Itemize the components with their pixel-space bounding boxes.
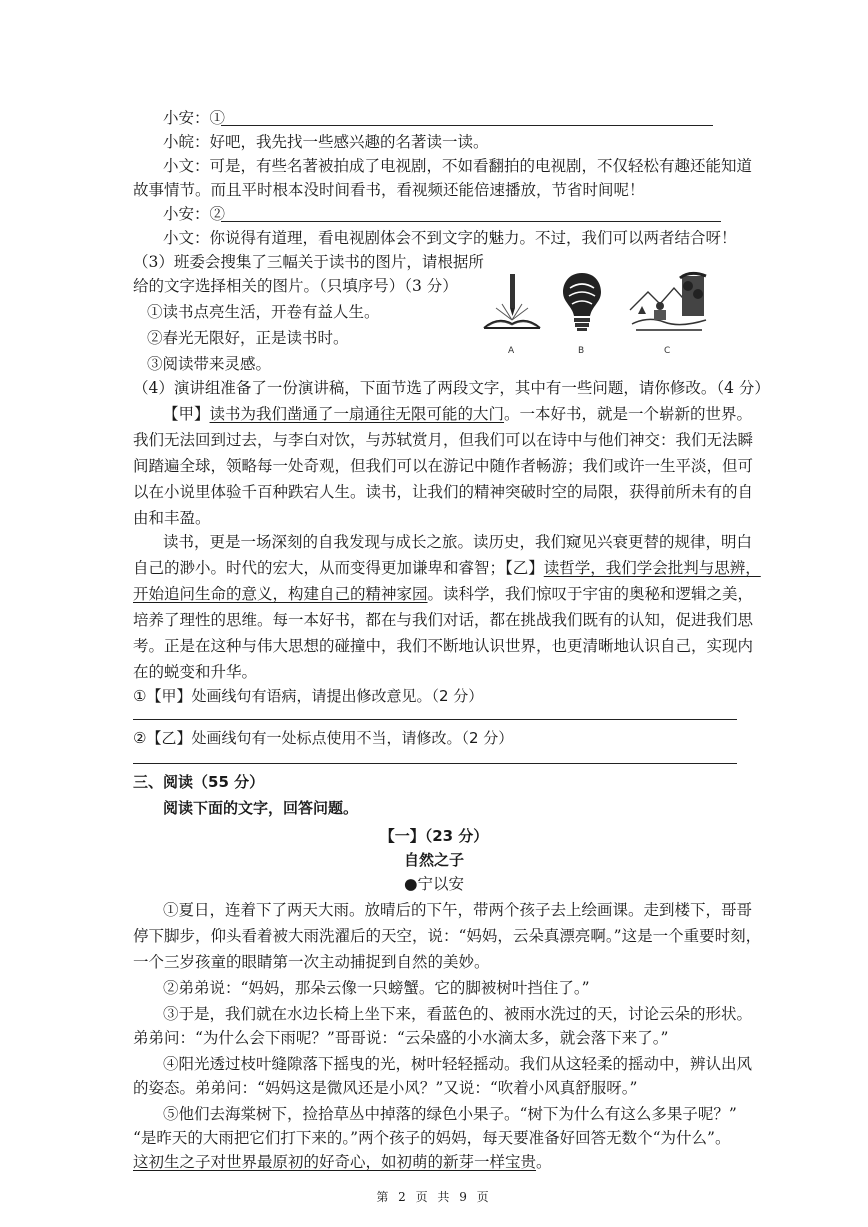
q4-para-yi-line-5: 考。正是在这种与伟大思想的碰撞中，我们不断地认识世界，也更清晰地认识自己，实现内 xyxy=(133,637,754,655)
passage-part-heading: 【一】（23 分） xyxy=(379,827,489,845)
q3-option-2: ②春光无限好，正是读书时。 xyxy=(147,329,349,347)
q3-line-1: （3）班委会搜集了三幅关于读书的图片，请根据所 xyxy=(133,253,484,271)
q4-sub-question-2: ②【乙】处画线句有一处标点使用不当，请修改。（2 分） xyxy=(133,729,514,747)
section-3-heading: 三、阅读（55 分） xyxy=(133,773,265,791)
picture-c-label: C xyxy=(664,346,671,356)
answer-blank-1[interactable] xyxy=(221,125,713,126)
story-p5-line-3: 这初生之子对世界最原初的好奇心，如初萌的新芽一样宝贵。 xyxy=(133,1153,552,1171)
yi-underlined-sentence-1: 读哲学，我们学会批判与思辨， xyxy=(543,559,761,577)
story-p1-line-2: 停下脚步，仰头看着被大雨洗濯后的天空，说：“妈妈，云朵真漂亮啊。”这是一个重要时刻， xyxy=(133,927,762,945)
picture-c-spring-reading xyxy=(628,270,708,334)
dialogue-line-xiaowen-1a: 小文：可是，有些名著被拍成了电视剧，不如看翻拍的电视剧，不仅轻松有趣还能知道 xyxy=(163,157,753,175)
story-p3-line-2: 弟弟问：“为什么会下雨呢？”哥哥说：“云朵盛的小水滴太多，就会落下来了。” xyxy=(133,1029,669,1047)
story-p3-line-1: ③于是，我们就在水边长椅上坐下来，看蓝色的、被雨水洗过的天，讨论云朵的形状。 xyxy=(163,1005,753,1023)
q4-para-jia-line-2: 我们无法回到过去，与李白对饮，与苏轼赏月，但我们可以在诗中与他们神交：我们无法瞬 xyxy=(133,431,754,449)
story-p5-line-1: ⑤他们去海棠树下，捡拾草丛中掉落的绿色小果子。“树下为什么有这么多果子呢？” xyxy=(163,1105,737,1123)
dialogue-line-xiaowen-2: 小文：你说得有道理，看电视剧体会不到文字的魅力。不过，我们可以两者结合呀！ xyxy=(163,229,737,247)
picture-a-label: A xyxy=(508,346,515,356)
q3-option-3: ③阅读带来灵感。 xyxy=(147,355,272,373)
story-underlined-sentence: 这初生之子对世界最原初的好奇心，如初萌的新芽一样宝贵 xyxy=(133,1153,537,1171)
story-p4-line-1: ④阳光透过枝叶缝隙落下摇曳的光，树叶轻轻摇动。我们从这轻柔的摇动中，辨认出风 xyxy=(163,1055,753,1073)
q4-para-jia-line-3: 间踏遍全球，领略每一处奇观，但我们可以在游记中随作者畅游；我们或许一生平淡，但可 xyxy=(133,457,754,475)
q3-option-1: ①读书点亮生活，开卷有益人生。 xyxy=(147,303,380,321)
answer-blank-3[interactable] xyxy=(133,719,737,720)
picture-a-pen-book xyxy=(482,270,542,334)
q4-para-yi-line-3: 开始追问生命的意义，构建自己的精神家园。读科学，我们惊叹于宇宙的奥秘和逻辑之美， xyxy=(133,585,754,603)
q4-para-yi-line-1: 读书，更是一场深刻的自我发现与成长之旅。读历史，我们窥见兴衰更替的规律，明白 xyxy=(163,533,753,551)
picture-b-lightbulb xyxy=(560,270,604,334)
story-p1-line-3: 一个三岁孩童的眼睛第一次主动捕捉到自然的美妙。 xyxy=(133,953,490,971)
q4-para-yi-line-2: 自己的渺小。时代的宏大，从而变得更加谦卑和睿智；【乙】读哲学，我们学会批判与思辨， xyxy=(133,559,761,577)
dialogue-line-xiaowen-1b: 故事情节。而且平时根本没时间看书，看视频还能倍速播放，节省时间呢！ xyxy=(133,181,645,199)
story-p4-line-2: 的姿态。弟弟问：“妈妈这是微风还是小风？”又说：“吹着小风真舒服呀。” xyxy=(133,1079,638,1097)
q4-para-yi-line-4: 培养了理性的思维。每一本好书，都在与我们对话，都在挑战我们既有的认知，促进我们思 xyxy=(133,611,754,629)
jia-underlined-sentence: 读书为我们凿通了一扇通往无限可能的大门 xyxy=(209,405,505,423)
dialogue-line-xiaowan: 小皖：好吧，我先找一些感兴趣的名著读一读。 xyxy=(163,133,489,151)
q4-para-jia-line-1: 【甲】读书为我们凿通了一扇通往无限可能的大门。一本好书，就是一个崭新的世界。 xyxy=(163,405,753,423)
answer-blank-4[interactable] xyxy=(133,763,737,764)
yi-underlined-sentence-2: 开始追问生命的意义，构建自己的精神家园 xyxy=(133,585,428,603)
q3-line-2: 给的文字选择相关的图片。（只填序号）（3 分） xyxy=(133,277,458,295)
story-p2: ②弟弟说：“妈妈，那朵云像一只螃蟹。它的脚被树叶挡住了。” xyxy=(163,979,590,997)
section-3-instruction: 阅读下面的文字，回答问题。 xyxy=(163,799,359,817)
q4-sub-question-1: ①【甲】处画线句有语病，请提出修改意见。（2 分） xyxy=(133,687,484,705)
answer-blank-2[interactable] xyxy=(221,221,721,222)
q4-intro: （4）演讲组准备了一份演讲稿，下面节选了两段文字，其中有一些问题，请你修改。（4 分） xyxy=(133,379,770,397)
passage-author: ●宁以安 xyxy=(403,875,465,893)
q4-para-yi-line-6: 在的蜕变和升华。 xyxy=(133,663,258,681)
q4-para-jia-line-4: 以在小说里体验千百种跌宕人生。读书，让我们的精神突破时空的局限，获得前所未有的自 xyxy=(133,483,754,501)
dialogue-line-xiaoan-2: 小安：② xyxy=(163,205,226,223)
picture-b-label: B xyxy=(578,346,585,356)
page-footer: 第 2 页 共 9 页 xyxy=(376,1190,492,1204)
story-p1-line-1: ①夏日，连着下了两天大雨。放晴后的下午，带两个孩子去上绘画课。走到楼下，哥哥 xyxy=(163,901,753,919)
dialogue-line-xiaoan-1: 小安：① xyxy=(163,109,226,127)
q4-para-jia-line-5: 由和丰盈。 xyxy=(133,509,211,527)
story-p5-line-2: “是昨天的大雨把它们打下来的。”两个孩子的妈妈，每天要准备好回答无数个“为什么”。 xyxy=(133,1129,731,1147)
passage-title: 自然之子 xyxy=(403,851,464,869)
